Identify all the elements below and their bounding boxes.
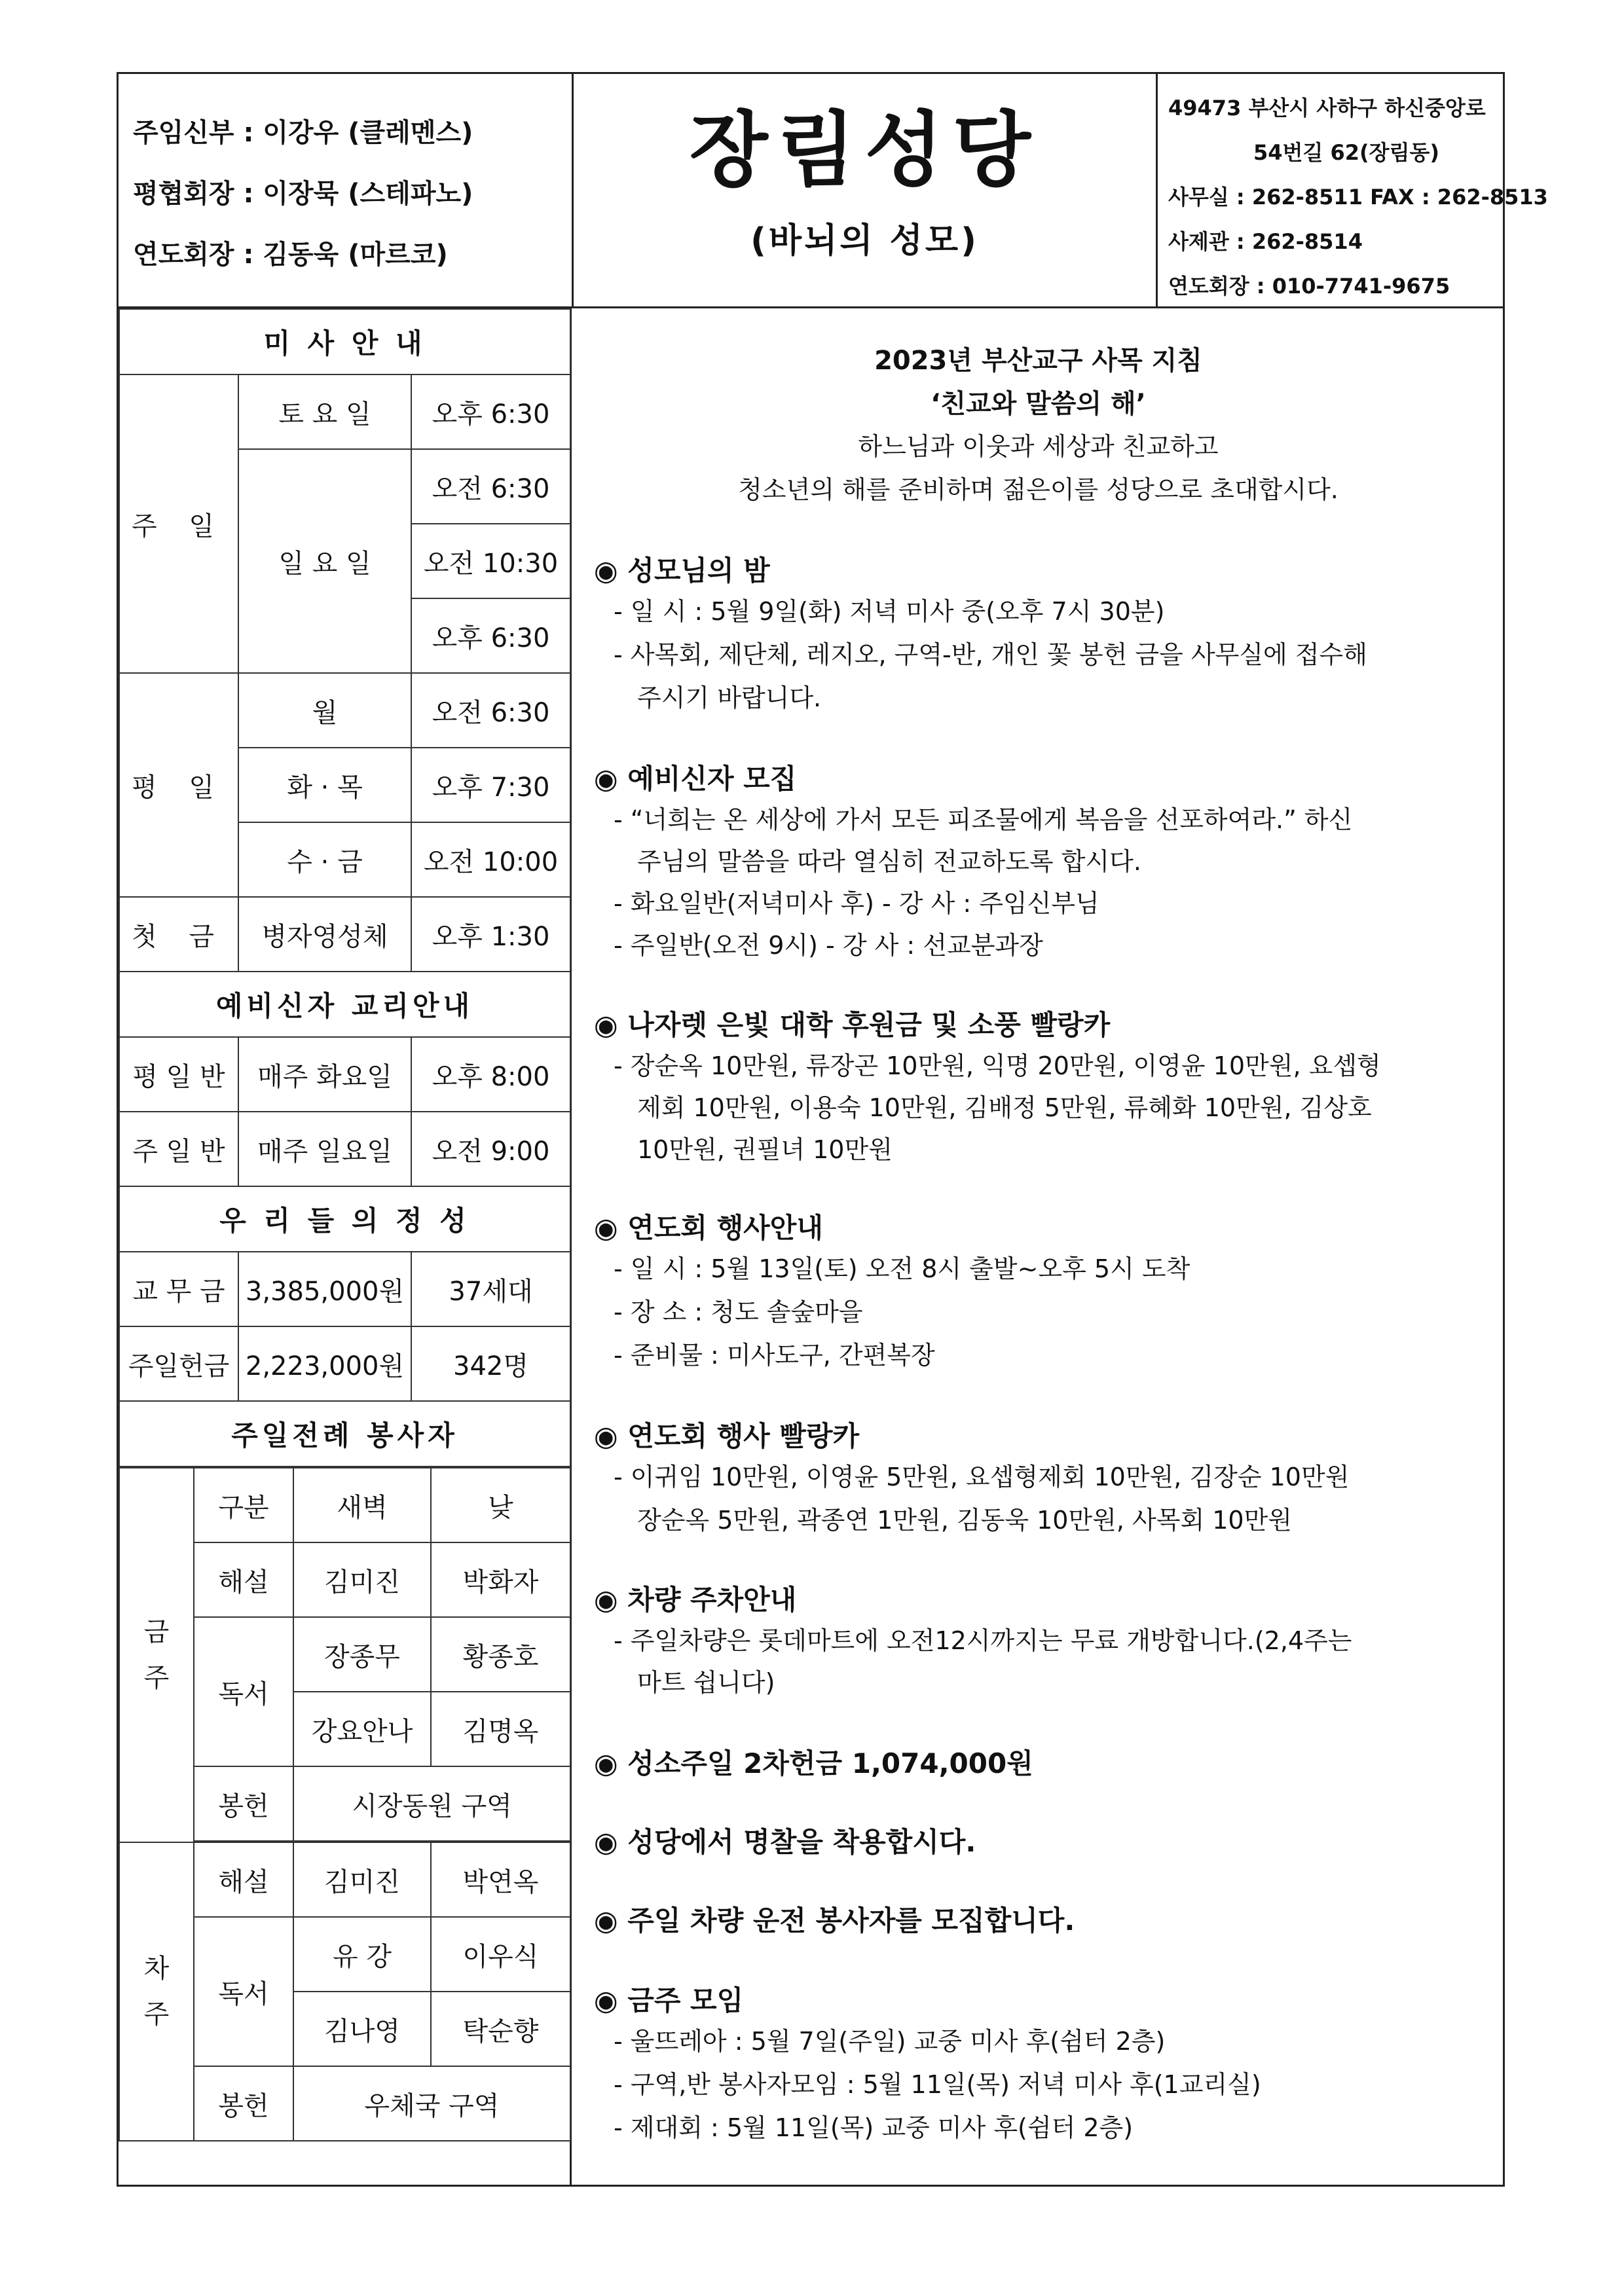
header <box>119 74 1548 308</box>
server-name: 김미진 <box>293 1542 431 1617</box>
section-title-nazareth: ◉ 나자렛 은빛 대학 후원금 및 소풍 빨랑카 <box>594 1009 1111 1041</box>
reading-label: 독서 <box>194 1617 293 1766</box>
catechumen-class-name: 주 일 반 <box>119 1112 238 1186</box>
servers-heading-row <box>119 1401 570 1467</box>
notice-line: - 화요일반(저녁미사 후) - 강 사 : 주임신부님 <box>614 889 1099 918</box>
section-title-catechumen: ◉ 예비신자 모집 <box>594 763 797 795</box>
patron-name: (바뇌의 성모) <box>750 221 979 261</box>
notice-line: - 장순옥 10만원, 류장곤 10만원, 익명 20만원, 이영윤 10만원, 요셉형 <box>614 1051 1381 1080</box>
server-name: 강요안나 <box>293 1692 431 1766</box>
notice-line: - 일 시 : 5월 9일(화) 저녁 미사 중(오후 7시 30분) <box>614 597 1165 626</box>
server-name: 황종호 <box>431 1617 570 1692</box>
notice-line: 마트 쉽니다) <box>637 1668 775 1697</box>
col-dawn: 새벽 <box>293 1468 431 1542</box>
section-title-parking: ◉ 차량 주차안내 <box>594 1584 797 1616</box>
commentary-label: 해설 <box>194 1542 293 1617</box>
priest-name: 주임신부 : 이강우 (클레멘스) <box>133 118 473 148</box>
sun-time-3: 오후 6:30 <box>411 598 570 673</box>
server-name: 장종무 <box>293 1617 431 1692</box>
this-week-label: 금 주 <box>119 1468 194 1842</box>
mass-sat-row <box>119 374 570 449</box>
notice-line: - 장 소 : 청도 솔숲마을 <box>614 1298 863 1326</box>
tue-thu-label: 화 · 목 <box>238 748 411 822</box>
header-contact <box>1158 74 1548 306</box>
address-line1: 49473 부산시 사하구 하신중앙로 <box>1168 96 1486 120</box>
offertory-label: 봉헌 <box>194 1766 293 1841</box>
notice-line: - 구역,반 봉사자모임 : 5월 11일(목) 저녁 미사 후(1교리실) <box>614 2070 1261 2099</box>
sat-label: 토 요 일 <box>238 374 411 449</box>
wed-fri-time: 오전 10:00 <box>411 822 570 897</box>
office-phone: 사무실 : 262-8511 FAX : 262-8513 <box>1168 185 1548 210</box>
mon-label: 월 <box>238 673 411 748</box>
bulletin-frame <box>117 72 1548 2187</box>
notice-line: - 준비물 : 미사도구, 간편복장 <box>614 1341 935 1370</box>
policy-line1: 하느님과 이웃과 세상과 친교하고 <box>858 432 1219 461</box>
notices-column <box>572 308 1505 2185</box>
nw-commentary-row <box>119 1842 570 1917</box>
offertory-group: 시장동원 구역 <box>293 1766 570 1841</box>
notice-line: - 일 시 : 5월 13일(토) 오전 8시 출발~오후 5시 도착 <box>614 1254 1190 1283</box>
offertory-group: 우체국 구역 <box>293 2066 570 2141</box>
notice-line: 주님의 말씀을 따라 열심히 전교하도록 합시다. <box>637 847 1141 876</box>
offering-amount: 2,223,000원 <box>238 1326 411 1401</box>
schedule-table <box>119 308 571 1467</box>
address-line2: 54번길 62(장림동) <box>1253 140 1440 165</box>
catechumen-heading-row <box>119 972 570 1037</box>
offering-name: 주일헌금 <box>119 1326 238 1401</box>
notice-line: - 울뜨레아 : 5월 7일(주일) 교중 미사 후(쉼터 2층) <box>614 2027 1166 2056</box>
sick-communion-time: 오후 1:30 <box>411 897 570 972</box>
policy-line2: 청소년의 해를 준비하며 젊은이를 성당으로 초대합시다. <box>738 475 1338 504</box>
left-column <box>119 308 572 2185</box>
notice-line: - 주일반(오전 9시) - 강 사 : 선교분과장 <box>614 931 1043 960</box>
rectory-phone: 사제관 : 262-8514 <box>1168 229 1363 254</box>
offering-row-2 <box>119 1326 570 1401</box>
servers-header-row <box>119 1468 570 1542</box>
offering-count: 342명 <box>411 1326 570 1401</box>
server-name: 박화자 <box>431 1542 570 1617</box>
sun-label: 일 요 일 <box>238 449 411 673</box>
sunday-label: 주 일 <box>119 374 238 673</box>
header-staff <box>119 74 574 306</box>
notice-line: 제회 10만원, 이용숙 10만원, 김배정 5만원, 류혜화 10만원, 김상호 <box>637 1093 1372 1122</box>
sun-time-1: 오전 6:30 <box>411 449 570 524</box>
notice-line: - 사목회, 제단체, 레지오, 구역-반, 개인 꽃 봉헌 금을 사무실에 접수해 <box>614 640 1367 669</box>
catechumen-class-day: 매주 화요일 <box>238 1037 411 1112</box>
mon-time: 오전 6:30 <box>411 673 570 748</box>
server-name: 유 강 <box>293 1917 431 1992</box>
catechumen-row-2 <box>119 1112 570 1186</box>
col-day: 낮 <box>431 1468 570 1542</box>
mass-first-fri-row <box>119 897 570 972</box>
mass-heading-row <box>119 309 570 374</box>
section-title-senior-event: ◉ 연도회 행사안내 <box>594 1212 823 1244</box>
weekday-label: 평 일 <box>119 673 238 897</box>
notice-line: 주시기 바랍니다. <box>637 683 822 712</box>
church-name: 장림성당 <box>689 103 1041 198</box>
offering-heading: 우 리 들 의 정 성 <box>119 1186 570 1252</box>
offering-row-1 <box>119 1252 570 1326</box>
catechumen-heading: 예비신자 교리안내 <box>119 972 570 1037</box>
server-name: 이우식 <box>431 1917 570 1992</box>
servers-table <box>119 1467 571 2141</box>
policy-theme: ‘친교와 말씀의 해’ <box>931 389 1146 419</box>
servers-heading: 주일전례 봉사자 <box>119 1401 570 1467</box>
catechumen-row-1 <box>119 1037 570 1112</box>
notice-line: - 이귀임 10만원, 이영윤 5만원, 요셉형제회 10만원, 김장순 10만원 <box>614 1463 1350 1491</box>
senior-chair-phone: 연도회장 : 010-7741-9675 <box>1168 274 1450 299</box>
notice-line: - 제대회 : 5월 11일(목) 교중 미사 후(쉼터 2층) <box>614 2113 1134 2142</box>
section-title-senior-palanca: ◉ 연도회 행사 빨랑카 <box>594 1420 860 1452</box>
offering-count: 37세대 <box>411 1252 570 1326</box>
mass-mon-row <box>119 673 570 748</box>
server-name: 김나영 <box>293 1992 431 2066</box>
tue-thu-time: 오후 7:30 <box>411 748 570 822</box>
section-title-drivers: ◉ 주일 차량 운전 봉사자를 모집합니다. <box>594 1904 1075 1937</box>
server-name: 탁순향 <box>431 1992 570 2066</box>
catechumen-class-time: 오후 8:00 <box>411 1037 570 1112</box>
header-title-block <box>574 74 1158 306</box>
server-name: 김명옥 <box>431 1692 570 1766</box>
notice-line: 장순옥 5만원, 곽종연 1만원, 김동욱 10만원, 사목회 10만원 <box>637 1506 1293 1535</box>
server-name: 김미진 <box>293 1842 431 1917</box>
col-type: 구분 <box>194 1468 293 1542</box>
offering-heading-row <box>119 1186 570 1252</box>
section-title-meetings: ◉ 금주 모임 <box>594 1984 744 2016</box>
section-title-name-tag: ◉ 성당에서 명찰을 착용합시다. <box>594 1826 976 1858</box>
next-week-label: 차 주 <box>119 1842 194 2141</box>
council-chair-name: 평협회장 : 이장묵 (스테파노) <box>133 179 473 209</box>
offering-amount: 3,385,000원 <box>238 1252 411 1326</box>
sun-time-2: 오전 10:30 <box>411 524 570 598</box>
section-title-marian-night: ◉ 성모님의 밤 <box>594 555 770 587</box>
sick-communion-label: 병자영성체 <box>238 897 411 972</box>
senior-chair-name: 연도회장 : 김동욱 (마르코) <box>133 240 448 270</box>
notice-line: 10만원, 권필녀 10만원 <box>637 1135 893 1164</box>
catechumen-class-time: 오전 9:00 <box>411 1112 570 1186</box>
notice-line: - 주일차량은 롯데마트에 오전12시까지는 무료 개방합니다.(2,4주는 <box>614 1626 1352 1655</box>
server-name: 박연옥 <box>431 1842 570 1917</box>
sat-time: 오후 6:30 <box>411 374 570 449</box>
catechumen-class-name: 평 일 반 <box>119 1037 238 1112</box>
offertory-label: 봉헌 <box>194 2066 293 2141</box>
policy-title: 2023년 부산교구 사목 지침 <box>874 346 1202 376</box>
first-fri-label: 첫 금 <box>119 897 238 972</box>
reading-label: 독서 <box>194 1917 293 2066</box>
mass-heading: 미 사 안 내 <box>119 309 570 374</box>
notice-line: - “너희는 온 세상에 가서 모든 피조물에게 복음을 선포하여라.” 하신 <box>614 805 1353 834</box>
section-title-vocation-collection: ◉ 성소주일 2차헌금 1,074,000원 <box>594 1747 1033 1779</box>
offering-name: 교 무 금 <box>119 1252 238 1326</box>
catechumen-class-day: 매주 일요일 <box>238 1112 411 1186</box>
wed-fri-label: 수 · 금 <box>238 822 411 897</box>
commentary-label: 해설 <box>194 1842 293 1917</box>
